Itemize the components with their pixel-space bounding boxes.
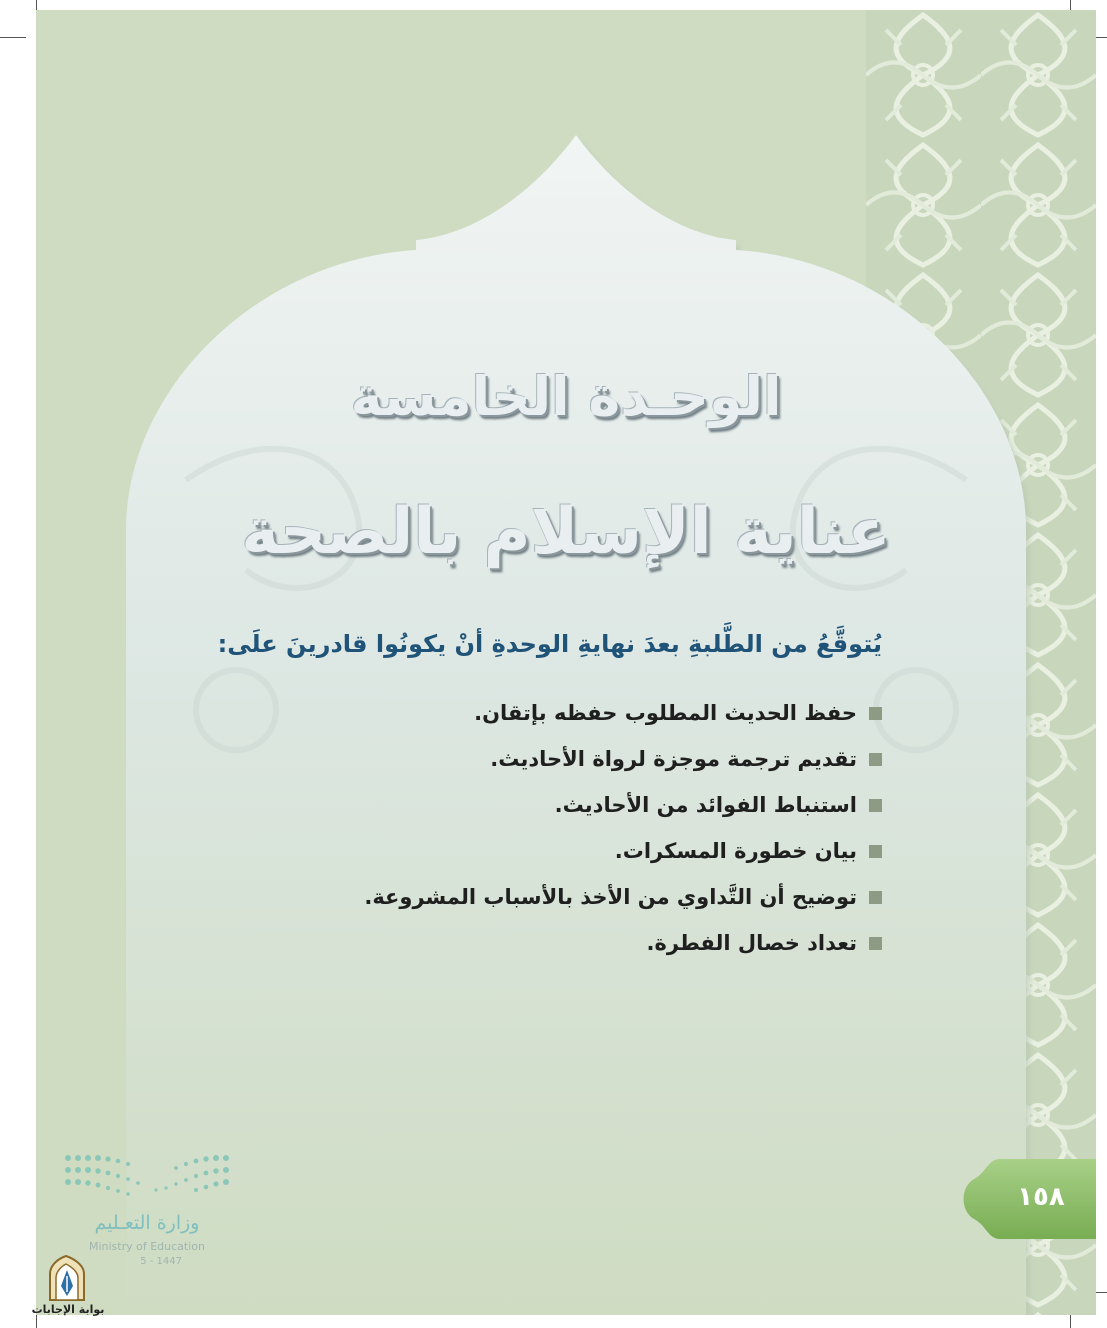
mosque-pen-icon <box>28 1254 108 1302</box>
ministry-dots-icon <box>62 1152 232 1208</box>
square-bullet-icon <box>869 891 882 904</box>
square-bullet-icon <box>869 707 882 720</box>
book-page <box>36 10 1096 1315</box>
objective-item <box>364 874 882 920</box>
site-watermark <box>28 1254 108 1324</box>
square-bullet-icon <box>869 937 882 950</box>
objective-item <box>364 690 882 736</box>
ministry-years: 5 - 1447 <box>140 1256 182 1267</box>
objective-text: تقديم ترجمة موجزة لرواة الأحاديث. <box>490 747 857 771</box>
unit-title: الوحـدة الخامسة <box>350 365 782 428</box>
square-bullet-icon <box>869 753 882 766</box>
ministry-name-arabic: وزارة التعـليم <box>94 1212 200 1234</box>
lesson-title: عناية الإسلام بالصحة <box>241 495 891 569</box>
objective-text: استنباط الفوائد من الأحاديث. <box>554 793 857 817</box>
objective-text: حفظ الحديث المطلوب حفظه بإتقان. <box>474 701 857 725</box>
crop-mark <box>0 37 26 38</box>
site-name: بوابة الإجابات <box>31 1303 105 1316</box>
objectives-list <box>364 690 882 966</box>
square-bullet-icon <box>869 845 882 858</box>
objective-item <box>364 782 882 828</box>
objective-text: تعداد خصال الفطرة. <box>646 931 857 955</box>
objective-text: توضيح أن التَّداوي من الأخذ بالأسباب المشروعة. <box>364 885 857 909</box>
square-bullet-icon <box>869 799 882 812</box>
objective-item <box>364 920 882 966</box>
ministry-name-english: Ministry of Education <box>88 1240 205 1253</box>
objective-item <box>364 736 882 782</box>
objectives-intro: يُتوقَّعُ من الطَّلبةِ بعدَ نهايةِ الوحدةِ أنْ يكونُوا قادرينَ علَى: <box>217 630 882 658</box>
page-number: ١٥٨ <box>1017 1182 1065 1212</box>
objective-item <box>364 828 882 874</box>
dome-arch <box>36 10 1096 1315</box>
objective-text: بيان خطورة المسكرات. <box>614 839 857 863</box>
